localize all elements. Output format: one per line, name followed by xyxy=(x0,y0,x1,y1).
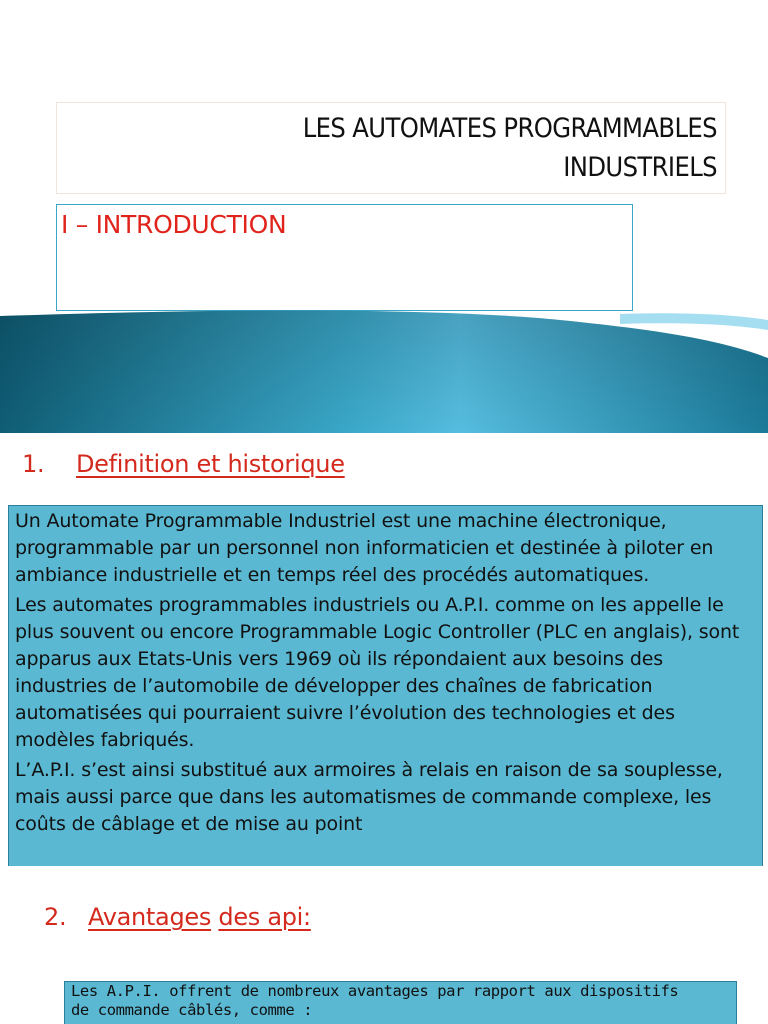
advantages-text-box xyxy=(64,981,737,1024)
definition-heading-number: 1. xyxy=(22,450,45,478)
definition-text-box xyxy=(8,505,763,866)
decorative-wave-banner xyxy=(0,300,768,433)
intro-box xyxy=(56,204,633,311)
slide-title-line2: INDUSTRIELS xyxy=(563,152,717,183)
intro-heading: I – INTRODUCTION xyxy=(61,210,287,239)
definition-paragraph: Un Automate Programmable Industriel est une machine électronique, programmable par un personnel non informaticien et destinée à piloter en ambiance industrielle et en temps réel des procédés automatiques. xyxy=(15,510,714,586)
definition-paragraph: Les automates programmables industriels ou A.P.I. comme on les appelle le plus souvent ou encore Programmable Logic Controller (PLC en anglais), sont apparus aux Etats-Unis vers 1969 où ils répondaient aux besoins des industries de l’automobile de développer des chaînes de fabrication automatisées qui pourraient suivre l’évolution des technologies et des modèles fabriqués. xyxy=(15,594,740,751)
definition-heading xyxy=(22,447,345,481)
advantages-heading xyxy=(44,900,311,934)
slide-title xyxy=(303,109,717,187)
advantages-heading-number: 2. xyxy=(44,903,67,931)
definition-heading-title: Definition et historique xyxy=(76,450,345,478)
advantages-heading-word2: des api: xyxy=(218,903,311,931)
advantages-line: de commande câblés, comme : xyxy=(71,1001,313,1019)
title-box xyxy=(56,102,726,194)
advantages-slide xyxy=(0,866,768,1024)
advantages-heading-word1: Avantages xyxy=(88,903,212,931)
definition-paragraph: L’A.P.I. s’est ainsi substitué aux armoires à relais en raison de sa souplesse, mais aussi parce que dans les automatismes de commande complexe, les coûts de câblage et de mise au point xyxy=(15,759,723,835)
slide-title-line1: LES AUTOMATES PROGRAMMABLES xyxy=(302,113,717,144)
advantages-line: Les A.P.I. offrent de nombreux avantages par rapport aux dispositifs xyxy=(71,982,679,1000)
title-slide xyxy=(0,0,768,433)
definition-slide xyxy=(0,433,768,866)
